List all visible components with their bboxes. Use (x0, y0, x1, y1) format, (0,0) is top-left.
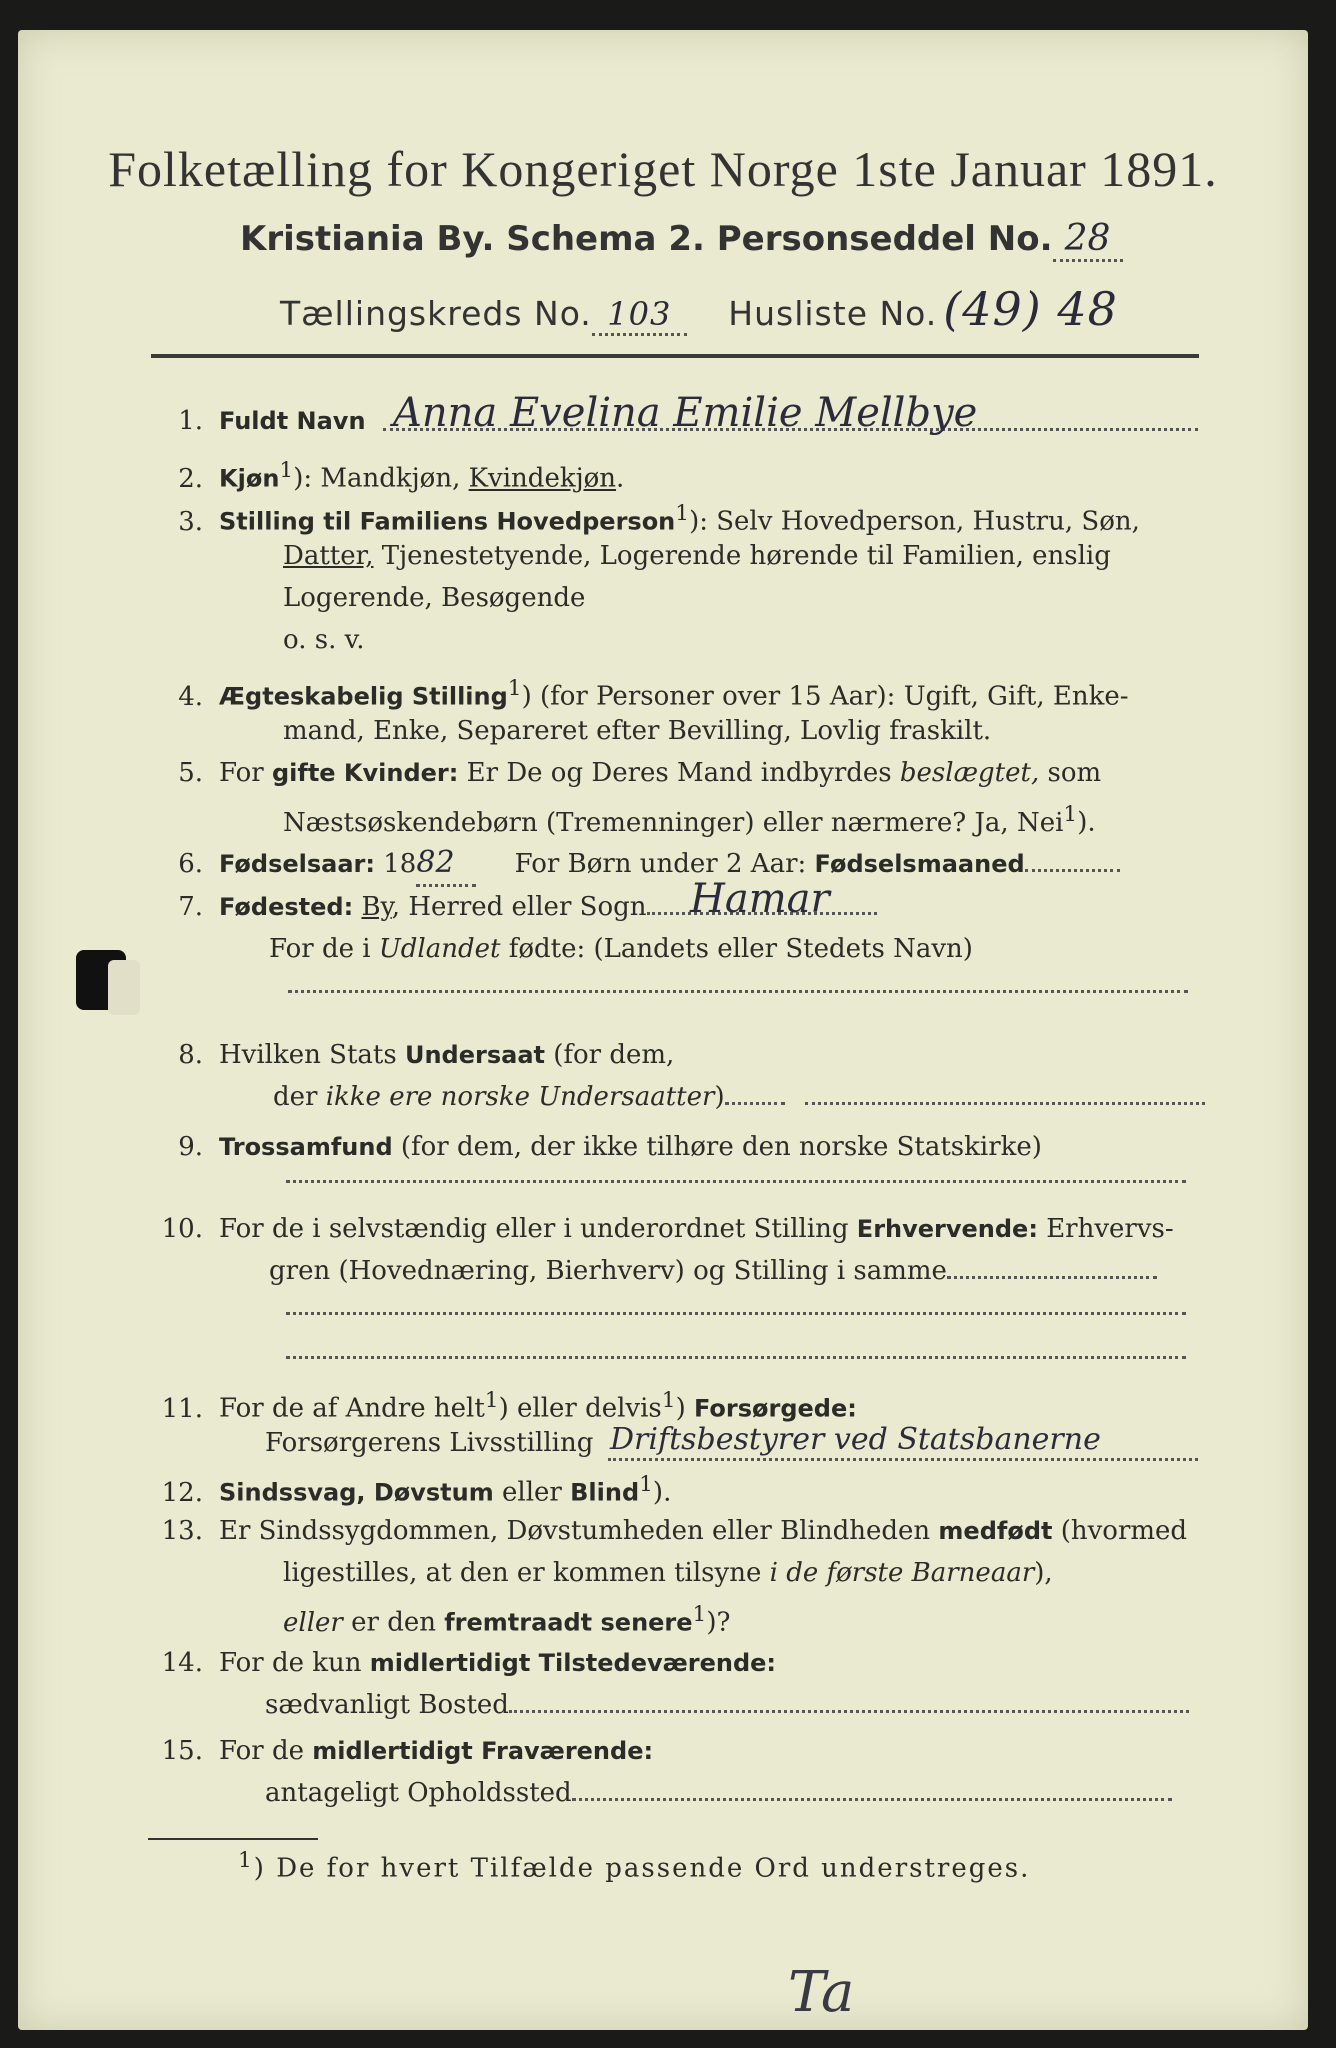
question-8: 8. Hvilken Stats Undersaat (for dem, (178, 1040, 675, 1070)
census-form-page: Folketælling for Kongeriget Norge 1ste Januar 1891. Kristiania By. Schema 2. Personseddel No. 28 Tællingskreds No. 103 Husliste No. (49) 48 1. Fuldt Navn Anna Evelina Emilie Mellbye 2. Kjøn$^1$): Mandkjøn, Kvindekjøn. 3. Stilling til Familiens Hovedperson$^1$): Selv Hovedperson, Hustru, Søn, Datter, Tjenestetyende, Logerende hørende til Familien, enslig Logerende, Besøgende o. s. v. 4. Ægteskabelig Stilling$^1$) (for Personer over 15 Aar): Ugift, Gift, Enke- mand, Enke, Separeret efter Bevilling, Lovlig fraskilt. 5. For gifte Kvinder: Er De og Deres Mand indbyrdes beslægtet, som Næstsøskendebørn (Tremenninger) eller nærmere? Ja, Nei$^1$). 6. Fødselsaar: 1882 For Børn under 2 Aar: Fødselsmaaned 7. Fødested: By, Herred eller Sogn Hamar For de i Udlandet fødte: (Landets eller Stedets Navn) 8. Hvilken Stats Undersaat (for dem, der ikke ere norske Undersaatter) 9. Trossamfund (for dem, der ikke tilhøre den norske Statskirke) 10. For de i selvstændig eller i underordnet Stilling Erhvervende: Erhvervs- gren (Hovednæring, Bierhverv) og Stilling i samme 11. For de af Andre helt$^1$) eller delvis$^1$) Forsørgede: Forsørgerens Livsstilling Driftsbestyrer ved Statsbanerne 12. Sindssvag, Døvstum eller Blind$^1$). 13. Er Sindssygdommen, Døvstumheden eller Blindheden medfødt (hvormed ligestilles, at den er kommen tilsyne i de første Barneaar), eller er den fremtraadt senere$^1$)? 14. For de kun midlertidigt Tilstedeværende: sædvanligt Bosted 15. For de midlertidigt Fraværende: antageligt Opholdssted $^1$) De for hvert Tilfælde passende Ord understreges. Ta (18, 30, 1308, 2030)
form-subtitle: Kristiania By. Schema 2. Personseddel No. 28 (240, 218, 1123, 262)
question-10: 10. For de i selvstændig eller i underordnet Stilling Erhvervende: Erhvervs- (161, 1214, 1174, 1244)
form-subheader: Tællingskreds No. 103 Husliste No. (49) 48 (280, 282, 1118, 336)
question-5: 5. For gifte Kvinder: Er De og Deres Mand indbyrdes beslægtet, som (178, 758, 1102, 788)
provider-occupation-value: Driftsbestyrer ved Statsbanerne (610, 1422, 1101, 1457)
question-9: 9. Trossamfund (for dem, der ikke tilhøre den norske Statskirke) (178, 1132, 1042, 1162)
krets-number: 103 (592, 295, 687, 336)
form-title: Folketælling for Kongeriget Norge 1ste Januar 1891. (108, 141, 1218, 197)
birthplace-selected: By (361, 892, 392, 922)
bottom-handwritten-mark: Ta (788, 1960, 855, 2025)
question-12: 12. Sindssvag, Døvstum eller Blind$^1$). (161, 1472, 672, 1508)
question-15: 15. For de midlertidigt Fraværende: (161, 1736, 654, 1766)
husliste-number: (49) 48 (943, 282, 1118, 336)
full-name-value: Anna Evelina Emilie Mellbye (393, 390, 978, 436)
family-role-selected: Datter, (283, 541, 374, 571)
footnote-divider (148, 1838, 318, 1840)
question-11: 11. For de af Andre helt$^1$) eller delvis$^1$) Forsørgede: (161, 1388, 857, 1424)
birthplace-value: Hamar (690, 876, 830, 922)
gender-selected: Kvindekjøn (468, 463, 617, 494)
footnote: $^1$) De for hvert Tilfælde passende Ord understreges. (238, 1848, 1031, 1884)
question-3: 3. Stilling til Familiens Hovedperson$^1$): Selv Hovedperson, Hustru, Søn, (178, 501, 1140, 537)
binding-tab-paper (108, 960, 140, 1015)
personseddel-number: 28 (1053, 218, 1123, 262)
question-6: 6. Fødselsaar: 1882 For Børn under 2 Aar: Fødselsmaaned (143, 842, 1203, 887)
birth-year-value: 82 (416, 842, 476, 887)
question-4: 4. Ægteskabelig Stilling$^1$) (for Personer over 15 Aar): Ugift, Gift, Enke- (178, 676, 1129, 712)
question-14: 14. For de kun midlertidigt Tilstedeværende: (161, 1648, 777, 1678)
header-divider (151, 354, 1199, 358)
question-1: 1. Fuldt Navn (178, 406, 366, 436)
question-2: 2. Kjøn$^1$): Mandkjøn, Kvindekjøn. (178, 458, 625, 494)
question-13: 13. Er Sindssygdommen, Døvstumheden eller Blindheden medfødt (hvormed (161, 1516, 1188, 1546)
question-7: 7. Fødested: By, Herred eller Sogn (143, 886, 1203, 928)
